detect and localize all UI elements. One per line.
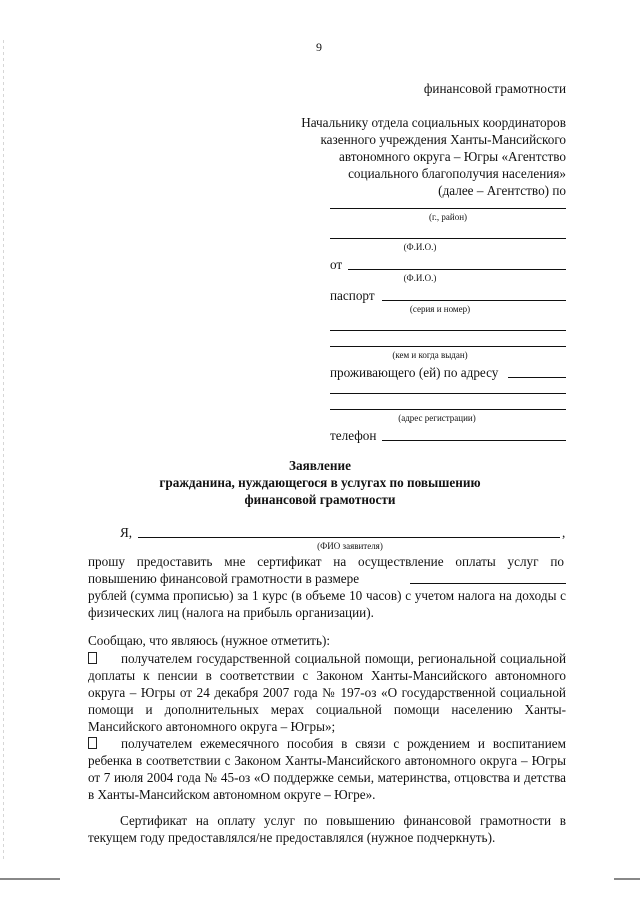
residing-label: проживающего (ей) по адресу — [330, 365, 499, 380]
fio1-line[interactable] — [330, 238, 566, 239]
applicant-line[interactable] — [138, 537, 560, 538]
doc-title: Заявление — [289, 458, 351, 473]
issued-caption: (кем и когда выдан) — [392, 350, 468, 360]
request-text: прошу предоставить мне сертификат на осуществление оплаты услуг по повышению финансовой грамотности в размере — [88, 554, 564, 586]
top-right-fragment: финансовой грамотности — [423, 81, 566, 96]
address-line-0[interactable] — [508, 377, 566, 378]
phone-line[interactable] — [382, 440, 566, 441]
doc-subtitle-2: финансовой грамотности — [244, 492, 396, 507]
applicant-comma: , — [562, 525, 566, 540]
report-paragraph: Сообщаю, что являюсь (нужное отметить): — [88, 633, 331, 648]
request-paragraph — [88, 553, 564, 587]
addressee-line: казенного учреждения Ханты-Мансийского — [320, 132, 566, 147]
address-caption: (адрес регистрации) — [398, 413, 476, 423]
fio1-caption: (Ф.И.О.) — [403, 242, 437, 252]
applicant-ya: Я, — [120, 525, 133, 540]
phone-label: телефон — [330, 428, 377, 443]
addressee-line: Начальнику отдела социальных координаторов — [301, 115, 566, 130]
city-caption: (г., район) — [428, 212, 468, 222]
passport-label: паспорт — [330, 288, 375, 303]
amount-line[interactable] — [410, 583, 566, 584]
certificate-paragraph: Сертификат на оплату услуг по повышению финансовой грамотности в текущем году предоставлялся/не предоставлялся (нужное подчеркнуть). — [88, 813, 566, 845]
option-1-text: получателем государственной социальной помощи, региональной социальной доплаты к пенсии в соответствии с Законом Ханты-Мансийского автономного округа – Югры от 24 декабря 2007 года № 197-оз «О государственной социальной помощи и дополнительных мерах социальной помощи населению Ханты-Мансийского автономного округа – Югры»; — [88, 651, 566, 734]
addressee-block — [301, 114, 566, 199]
address-line-1[interactable] — [330, 393, 566, 394]
addressee-line: автономного округа – Югры «Агентство — [338, 149, 566, 164]
from-label: от — [330, 257, 343, 272]
address-line-2[interactable] — [330, 409, 566, 410]
passport-line[interactable] — [382, 300, 566, 301]
addressee-line: (далее – Агентство) по — [438, 183, 566, 198]
option-2-checkbox[interactable] — [88, 737, 97, 749]
doc-subtitle: гражданина, нуждающегося в услугах по повышению — [159, 475, 481, 490]
option-2 — [88, 735, 566, 803]
applicant-caption: (ФИО заявителя) — [317, 541, 383, 551]
addressee-line: социального благополучия населения» — [348, 166, 566, 181]
option-1 — [88, 650, 566, 735]
option-2-text: получателем ежемесячного пособия в связи с рождением и воспитанием ребенка в соответствии с Законом Ханты-Мансийского автономного округа – Югры от 7 июля 2004 года № 45-оз «О поддержке семьи, материнства, отцовства и детства в Ханты-Мансийском автономном округе – Югре». — [88, 736, 566, 802]
passport-caption: (серия и номер) — [409, 304, 471, 314]
issued-line-1[interactable] — [330, 330, 566, 331]
option-1-checkbox[interactable] — [88, 652, 97, 664]
fio2-line[interactable] — [348, 269, 566, 270]
page-number: 9 — [316, 40, 322, 54]
scan-margin-dots — [3, 40, 4, 860]
scan-artifact — [0, 878, 60, 880]
scan-artifact — [614, 878, 640, 880]
fio2-caption: (Ф.И.О.) — [403, 273, 437, 283]
issued-line-2[interactable] — [330, 346, 566, 347]
city-line[interactable] — [330, 208, 566, 209]
amount-paragraph: рублей (сумма прописью) за 1 курс (в объеме 10 часов) с учетом налога на доходы с физических лиц (налога на прибыль организации). — [88, 588, 566, 620]
